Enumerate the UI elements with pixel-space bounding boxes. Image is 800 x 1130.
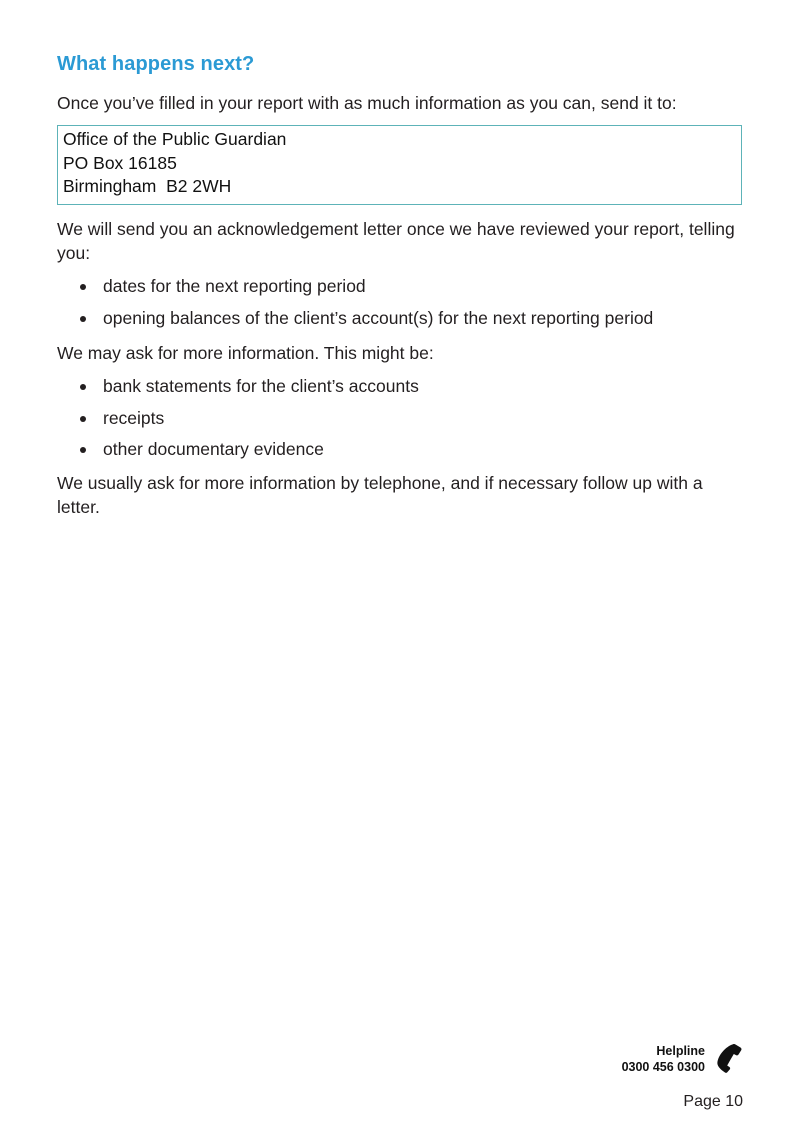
address-box: [57, 125, 742, 205]
more-info-paragraph: We may ask for more information. This might be:: [57, 343, 434, 363]
list-item-text: receipts: [103, 407, 165, 428]
list-item-text: other documentary evidence: [103, 439, 324, 459]
helpline-number: 0300 456 0300: [621, 1060, 705, 1074]
more-info-list: [57, 375, 743, 470]
section-heading: What happens next?: [57, 53, 255, 75]
intro-paragraph: Once you’ve filled in your report with as much information as you can, send it to:: [57, 93, 677, 113]
helpline-label: Helpline: [656, 1044, 705, 1058]
list-item: [57, 438, 743, 470]
list-item-text: bank statements for the client’s accounts: [103, 376, 419, 396]
list-item: [57, 307, 743, 339]
list-item: [57, 375, 743, 407]
closing-paragraph: We usually ask for more information by telephone, and if necessary follow up with a letter.: [57, 473, 703, 517]
acknowledgement-paragraph: We will send you an acknowledgement letter once we have reviewed your report, telling you:: [57, 219, 735, 263]
bullet-icon: [80, 316, 86, 322]
list-item: [57, 275, 743, 307]
list-item: [57, 407, 743, 439]
address-line-1: Office of the Public Guardian: [63, 129, 287, 149]
address-line-3: Birmingham B2 2WH: [63, 176, 232, 196]
helpline-block: [622, 1043, 705, 1075]
page-number: Page 10: [683, 1093, 743, 1110]
list-item-text: opening balances of the client’s account(s) for the next reporting period: [103, 307, 654, 328]
bullet-icon: [80, 416, 86, 422]
bullet-icon: [80, 447, 86, 453]
bullet-icon: [80, 384, 86, 390]
address-line-2: PO Box 16185: [63, 152, 177, 173]
bullet-icon: [80, 284, 86, 290]
list-item-text: dates for the next reporting period: [103, 276, 366, 296]
phone-icon: [715, 1043, 743, 1073]
acknowledgement-list: [57, 275, 743, 338]
